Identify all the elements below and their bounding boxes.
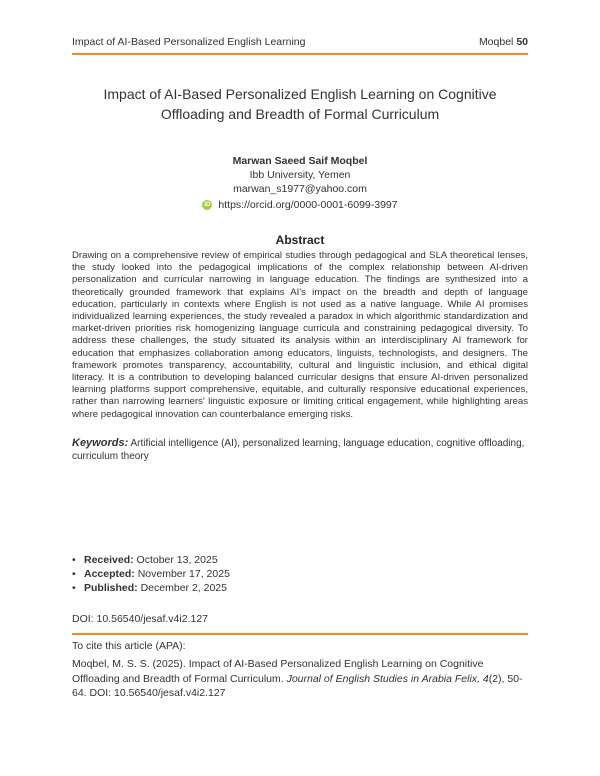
published-date: December 2, 2025 <box>140 582 227 594</box>
citation-journal: Journal of English Studies in Arabia Felix, 4 <box>286 672 489 685</box>
date-received <box>72 553 528 567</box>
author-affiliation: Ibb University, Yemen <box>249 169 351 181</box>
article-title: Impact of AI-Based Personalized English Learning on Cognitive Offloading and Breadth of Formal Curriculum <box>103 86 497 122</box>
orcid-icon: iD <box>204 202 211 208</box>
citation <box>72 657 528 701</box>
citation-main: Moqbel, M. S. S. (2025). Impact of AI-Based Personalized English Learning on Cognitive Offloading and Breadth of Formal Curriculum. <box>72 658 484 685</box>
received-date: October 13, 2025 <box>136 554 218 566</box>
citation-tail: (2), 50-64. DOI: 10.56540/jesaf.v4i2.127 <box>72 672 523 699</box>
author-block <box>72 154 528 212</box>
doi[interactable]: DOI: 10.56540/jesaf.v4i2.127 <box>72 613 209 625</box>
abstract-text: Drawing on a comprehensive review of empirical studies through pedagogical and SLA theoretical lenses, the study looked into the pedagogical implications of the complex relationship between AI-driven personalization and curricular narrowing in language education. The findings are synthesized into a theoretically grounded framework that explains AI's impact on the breadth and depth of language education, particularly in contexts where English is not used as a native language. While AI promises individualized learning experiences, the study revealed a paradox in which algorithmic standardization and market-driven priorities risk homogenizing language curricula and constraining pedagogical diversity. To address these challenges, the study situated its analysis within an interdisciplinary AI framework for education that emphasizes collaboration among educators, linguists, technologists, and designers. The framework promotes transparency, accountability, cultural and linguistic inclusion, and ethical digital literacy. It is a contribution to developing balanced curricular designs that ensure AI-driven personalized learning platforms support comprehensive, equitable, and culturally responsive educational experiences, rather than narrowing learners' linguistic exposure or limiting critical engagement, while highlighting areas where pedagogical innovation can counterbalance emerging risks. <box>72 250 528 420</box>
published-label: Published: <box>84 582 138 594</box>
publication-dates <box>72 553 528 595</box>
keywords-list: Artificial intelligence (AI), personalized learning, language education, cognitive offloading, curriculum theory <box>72 438 525 462</box>
keywords <box>72 437 528 463</box>
running-header <box>72 36 528 48</box>
date-published <box>72 581 528 595</box>
orcid-row <box>202 198 397 212</box>
footer-divider <box>72 633 528 635</box>
orcid-link[interactable]: https://orcid.org/0000-0001-6099-3997 <box>218 199 398 211</box>
cite-label: To cite this article (APA): <box>72 640 186 652</box>
page-number: 50 <box>516 36 528 48</box>
date-accepted <box>72 567 528 581</box>
running-author: Moqbel <box>478 36 514 48</box>
header-divider <box>72 53 528 55</box>
keywords-label: Keywords: <box>72 437 129 449</box>
received-label: Received: <box>84 554 134 566</box>
accepted-date: November 17, 2025 <box>137 568 230 580</box>
accepted-label: Accepted: <box>84 568 135 580</box>
running-title: Impact of AI-Based Personalized English Learning <box>72 36 306 48</box>
abstract-heading: Abstract <box>275 233 325 247</box>
author-name: Marwan Saeed Saif Moqbel <box>232 155 368 167</box>
page-marker <box>479 36 528 48</box>
author-email[interactable]: marwan_s1977@yahoo.com <box>233 183 367 195</box>
